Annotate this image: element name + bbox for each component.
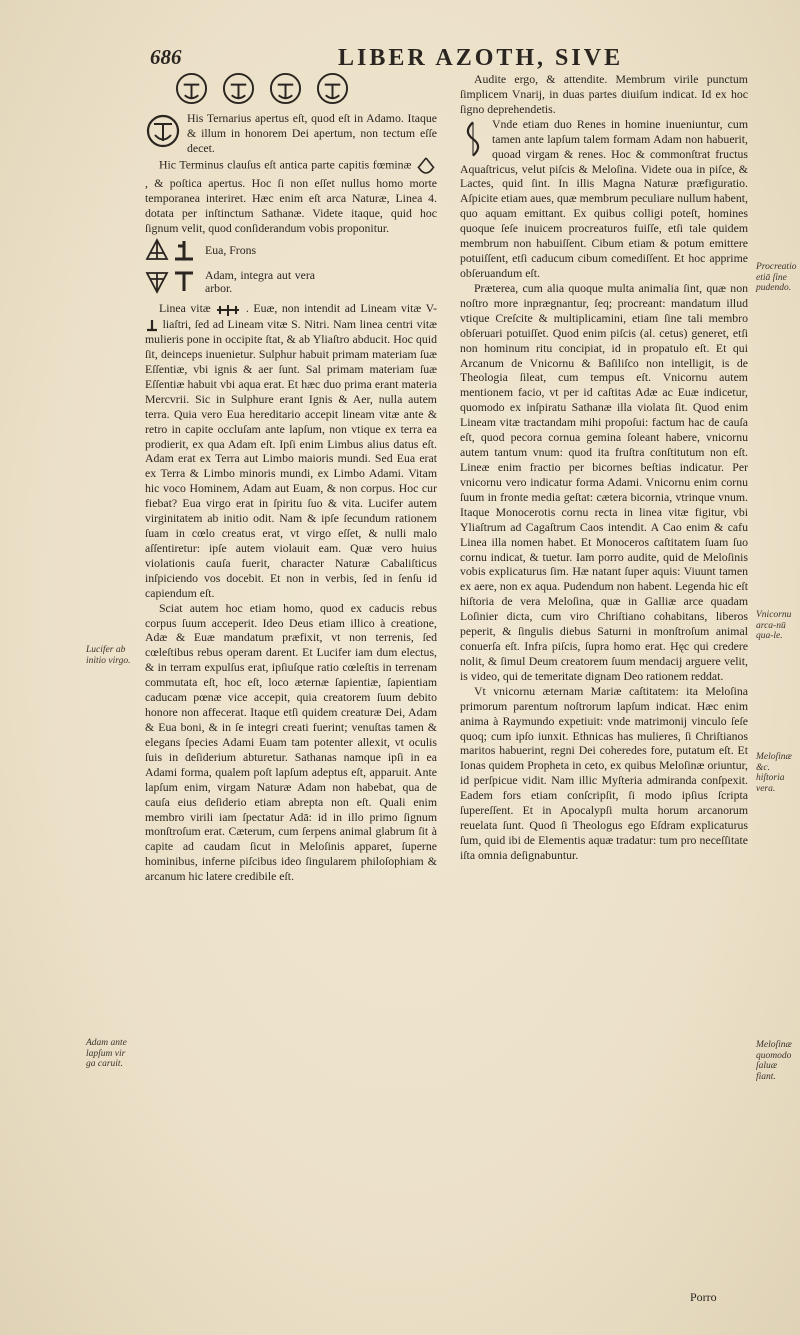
paragraph — [145, 111, 437, 156]
alchemical-symbols-row — [145, 72, 437, 105]
inverted-t-symbol-icon — [172, 238, 196, 262]
paragraph-text: Vnde etiam duo Renes in homine inueniuntur, cum tamen ante lapſum talem formam Adam non habuerit, quoad virgam & renes. Hoc & commonſtrat fructus Aquaſtricus, velut piſcis & Meloſina. Videte oua in piſce, & Lactes, quid ſint. In illis Magna Naturæ præfiguratio. Aſpicite etiam aues, quæ membrum peculiare nullum habent, quo aquam emittant. Ex quibus colligi poteſt, homines quoque ſeſe inuicem procreaturos fuiſſe, etſi tale quidem membrum non habuiſſent. Cibum etiam & potum emittere potuiſſent, etſi caducum cibum comediſſent. Et hoc apprime obſeruandum eſt. — [460, 116, 748, 280]
symbol-pair-adam — [145, 265, 437, 299]
margin-note: Procreatio etiā ſine pudendo. — [756, 262, 797, 293]
margin-note: Vnicornu arca-nū qua-le. — [756, 610, 792, 641]
paragraph — [145, 156, 437, 236]
paragraph-text: Præterea, cum alia quoque multa animalia ſint, quæ non noſtro more inprægnantur, ſeq; procreant: mandatum illud vtique Creſcite & multiplicamini, etiam ſine tali membro obſeruari potuiſſet. Quod enim piſcis (al. cetus) generet, etſi non hominum ritu concipiat, id in propatulo eſt. Et qui Arcanum de Vnicornu & Baſiliſco non intelligit, is de Theologia ſileat, cum tempus eſt. Vnicornu autem mentionem facio, vt per id caſtitas Adæ ac Euæ indicetur, quomodo ex inſpiratu Sathanæ illa violata ſit. Quod enim Lineam vitæ tractandam mihi propoſui: factum hac de cauſa eſt, quod pecora cornua gemina ſoleant habere, vnicornu autem tantum vnum: quod ita fruſtra conſtitutum non eſt. Lineæ enim fractio per bicornes beſtias indicatur. Per vnicornu vero indicatur forma Adami. Vnicornu enim cornu ſuum in fronte media geſtat: cætera bicornia, vtrinque vnum. Itaque Monocerotis cornu recta in linea vitæ figitur, vbi Yliaſtrum ad Cagaſtrum Caos intendit. A Cao enim & cafu Linea illa nomen habet. Et Monoceros caſtitatem ſuam ſuo cornu indicat, & tuetur. Iam porro audite, quid de Meloſinis vobis explicaturus ſim. Hæ natant ſuper aquis: Viuunt tamen ex aere, non ex aqua. Pudendum non habent. Legenda hic eſt hiſtoria de vera Meloſina, quæ in Galliæ arce quadam Loſinier dicta, cum viro Chriſtiano cohabitans, liberos peperit, & ſingulis diebus Saturni in monſtroſum animal conuerſa eſt. Infra piſcis, ſupra homo erat. Hęc qui credere nolit, & ſimul Deum creatorem ſuum mendacij arguere velit, is video, qui de temeritate dignam Deo rationem reddat. — [460, 280, 748, 683]
circle-cross-symbol-icon — [222, 72, 255, 105]
inverted-t-small-symbol-icon — [145, 318, 159, 332]
symbol-label: Adam, integra aut vera arbor. — [205, 268, 315, 296]
triangle-down-symbol-icon — [145, 270, 169, 294]
paragraph-text: His Ternarius apertus eſt, quod eſt in Adamo. Itaque & illum in honorem Dei apertum, non tectum eſſe decet. — [187, 111, 437, 155]
left-column — [145, 72, 437, 884]
paragraph — [460, 117, 748, 281]
margin-note: Adam ante lapſum vir ga caruit. — [86, 1038, 127, 1069]
open-circle-symbol-icon — [415, 156, 437, 176]
drop-cap-symbol-icon — [145, 113, 183, 153]
symbol-pair-eva — [145, 237, 437, 263]
paragraph-text: Linea vitæ — [159, 301, 211, 316]
paragraph — [145, 301, 437, 600]
margin-note: Meloſinæ quomodo ſaluæ fiant. — [756, 1040, 792, 1082]
paragraph — [460, 72, 748, 117]
paragraph-text: , & poſtica apertus. Hoc ſi non eſſet nullus homo morte temporanea interiret. Hæc enim eſt arca Naturæ, Linea 4. dotata per inſtinctum Sathanæ. Videte itaque, quid hoc ſignum velit, quod conſiderandum vobis proponitur. — [145, 175, 437, 235]
symbol-label: Eua, Frons — [205, 242, 257, 257]
margin-note: Lucifer ab initio virgo. — [86, 645, 131, 666]
triangle-up-symbol-icon — [145, 238, 169, 262]
paragraph-text: Sciat autem hoc etiam homo, quod ex caducis rebus corpus ſuum acceperit. Ideo Deus etiam illico à creatione, Adæ & Euæ mandatum præfixit, vt non terrenis, ſed cœleſtibus rebus operam darent. Et Lucifer iam dum electus, & in terram expulſus erat, ipſiuſque ratio cœleſtis in terrenam commutata eſt, hoc eſt, loco æternæ ſapientiæ, ſapientiam caducam pœnæ vice accepit, quia creatorem ſuum debito honore non affecerat. Itaque etſi quidem creaturæ Dei, Adam & Eua boni, & in ſe integri creati fuerint; venuſtas tamen & elegans ſpecies Adami Euam tam potenter allexit, vt oculis ſuis in deſiderium abturetur. Sathanas namque ipſi in ea Adami forma, qualem poſt lapſum adeptus eſt, apparuit. Ante lapſum enim, virgam Naturæ Adam non habebat, qua de cauſa eius deſiderio etiam abrepta non eſt. Quali enim membro virili iam ſpectatur Adā: id in illo primo ſignum monſtroſum erat. Cæterum, cum ſerpens animal glabrum ſit à capite ad caudam ſicut in Meloſinis apparet, ſuperne hominibus, inferne piſcibus ideo ſingularem philoſophiam & arcanum hic latere credibile eſt. — [145, 600, 437, 884]
page-header — [150, 45, 760, 75]
paragraph-text: Vt vnicornu æternam Mariæ caſtitatem: ita Meloſina primorum parentum noſtrorum lapſum indicat. Hæc enim anima à Raymundo expetiuit: vnde matrimonij vinculo ſeſe quoq; cum ipſo iunxit. Ethnicas has mulieres, ſi Chriſtianos maritos habuerint, regni Dei coheredes fore, putatum eſt. Et Ionas quidem Propheta in ceto, ex quibus Meloſinæ oriuntur, id perſpicue vidit. Nam illic Myſteria admiranda conſpexit. Eadem fors etiam conſcripſit, ſi modo ipſius ſcripta ſupereſſent. Et in Apocalypſi multa horum arcanorum reuelata ſunt. Quod ſi Theologus ego Eſdram explicaturus ſum, quid ibi de Elementis aquæ tradatur: tum pro neceſſitate iſta omnia deſignabuntur. — [460, 683, 748, 862]
paragraph-text: liaſtri, ſed ad Lineam vitæ S. Nitri. Nam linea centri vitæ mulieris pone in occipite ſtat, & ab Yliaſtro abducit. Hoc quid ſit, deinceps inuenietur. Sulphur habuit primam materiam ſuæ Eſſentiæ, vbi ignis & aer ſunt. Sal primam materiam ſuæ Eſſentiæ habuit vbi aqua erat. Et hæc duo prima erant materia Mercvrii. Sic in Sulphure erant Ignis & Aer, nulla autem terra. Quia vero Eua hereditario accepit lineam vitæ ante & retro in capite occluſam ante lapſum, non vtique ex terra ea prodierit, ex qua Adam eſt. Ipſi enim Limbus alius datus eſt. Adam erat ex Terra aut Limbo maioris mundi. Sed Eua erat ex Terra & Limbo minoris mundi, ex Limbo Adami. Vitam hic voco Hominem, Adam aut Euam, & non corpus. Hoc cur fiebat? Eua virgo erat in ſpiritu ſuo & vita. Lucifer autem virginitatem ab initio odit. Nam & ipſe ſecundum rationem ſuam in cœlo creatus erat, vt virgo eſſet, & nulli malo aſſentiretur: ipſe autem violauit eam. Quæ vero huius violationis cauſa fuerit, character Naturæ Cabaliſticus inſpiciendo vos docebit. Et non in verbis, ſed in ſenſu id capiendum eſt. — [145, 316, 437, 600]
paragraph-text: . Euæ, non intendit ad Lineam vitæ V- — [245, 301, 437, 316]
paragraph-text: Hic Terminus clauſus eſt antica parte capitis fœminæ — [159, 157, 412, 172]
catchword: Porro — [690, 1290, 717, 1304]
right-column — [460, 72, 748, 863]
running-title: LIBER AZOTH, SIVE — [338, 45, 624, 71]
paragraph — [460, 684, 748, 863]
drop-cap-symbol-icon — [460, 119, 488, 159]
line-of-life-symbol-icon — [215, 303, 241, 317]
paragraph — [460, 281, 748, 684]
paragraph — [145, 601, 437, 885]
t-symbol-icon — [172, 270, 196, 294]
margin-note: Meloſinæ &c. hiſtoria vera. — [756, 752, 792, 794]
paragraph-text: Audite ergo, & attendite. Membrum virile punctum ſimplicem Vnarij, in duas partes diuiſum indicat. Id ex hoc ſigno deprehendetis. — [460, 72, 748, 116]
circle-cross-symbol-icon — [175, 72, 208, 105]
circle-cross-symbol-icon — [316, 72, 349, 105]
page-number: 686 — [150, 45, 182, 69]
circle-cross-symbol-icon — [269, 72, 302, 105]
